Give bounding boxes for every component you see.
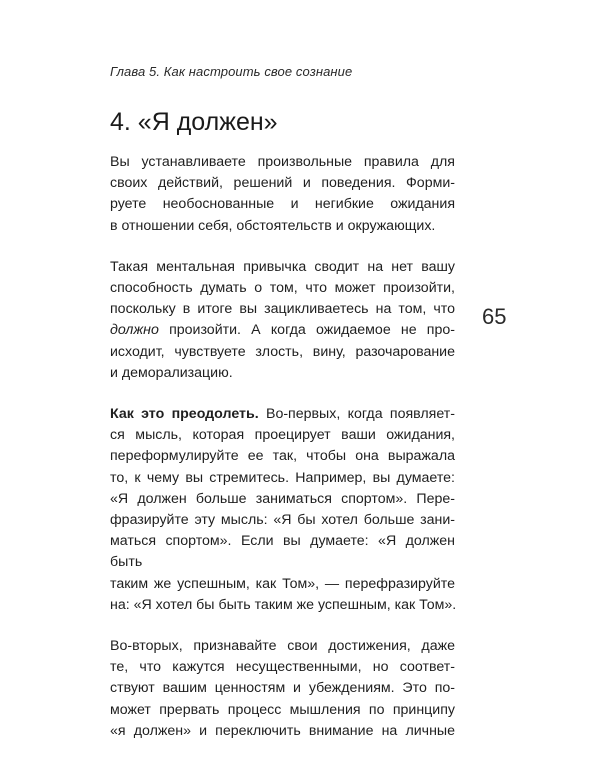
text-fragment: произойти. А когда ожидаемое не про- [158,322,455,339]
text-line: поскольку в итоге вы зацикливаетесь на том, что [110,301,455,318]
bold-lead: Как это преодолеть. [110,406,259,423]
section-title: 4. «Я должен» [110,108,278,136]
running-header: Глава 5. Как настроить свое сознание [110,64,353,79]
paragraph-3 [110,404,455,616]
text-line: руете необоснованные и негибкие ожидания [110,196,455,213]
text-line: то, к чему вы стремитесь. Например, вы думаете: [110,469,455,486]
text-line: те, что кажутся несущественными, но соответ- [110,659,455,676]
text-line: способность думать о том, что может произойти, [110,280,455,297]
paragraph-1 [110,152,455,237]
text-line: маться спортом». Если вы думаете: «Я должен быть [110,533,455,571]
text-line: и деморализацию. [110,364,233,381]
text-line: Во-вторых, признавайте свои достижения, даже [110,638,455,655]
text-line: ствуют вашим ценностям и убеждениям. Это по- [110,680,455,697]
text-line: «я должен» и переключить внимание на личные [110,722,455,739]
body-text [110,152,455,762]
text-line [110,320,455,341]
paragraph-4 [110,636,455,742]
text-line: переформулируйте ее так, чтобы она выражала [110,448,455,465]
text-line: своих действий, решений и поведения. Форми- [110,175,455,192]
text-line: в отношении себя, обстоятельств и окружающих. [110,217,436,234]
page-number: 65 [482,304,507,329]
text-line: может прервать процесс мышления по принципу [110,701,455,718]
text-line [110,404,455,425]
text-line: Вы устанавливаете произвольные правила для [110,154,455,170]
paragraph-2 [110,257,455,384]
text-line: Такая ментальная привычка сводит на нет вашу [110,258,455,275]
text-line: таким же успешным, как Том», — перефразируйте [110,575,455,592]
text-fragment: Во-первых, когда появляет- [258,406,455,423]
text-line: фразируйте эту мысль: «Я бы хотел больше зани- [110,512,455,529]
emphasis-text: должно [110,322,159,339]
text-line: на: «Я хотел бы быть таким же успешным, как Том». [110,596,457,613]
text-line: исходит, чувствуете злость, вину, разочарование [110,343,455,360]
text-line: «Я должен больше заниматься спортом». Пере- [110,490,455,507]
text-line: ся мысль, которая проецирует ваши ожидания, [110,427,455,444]
